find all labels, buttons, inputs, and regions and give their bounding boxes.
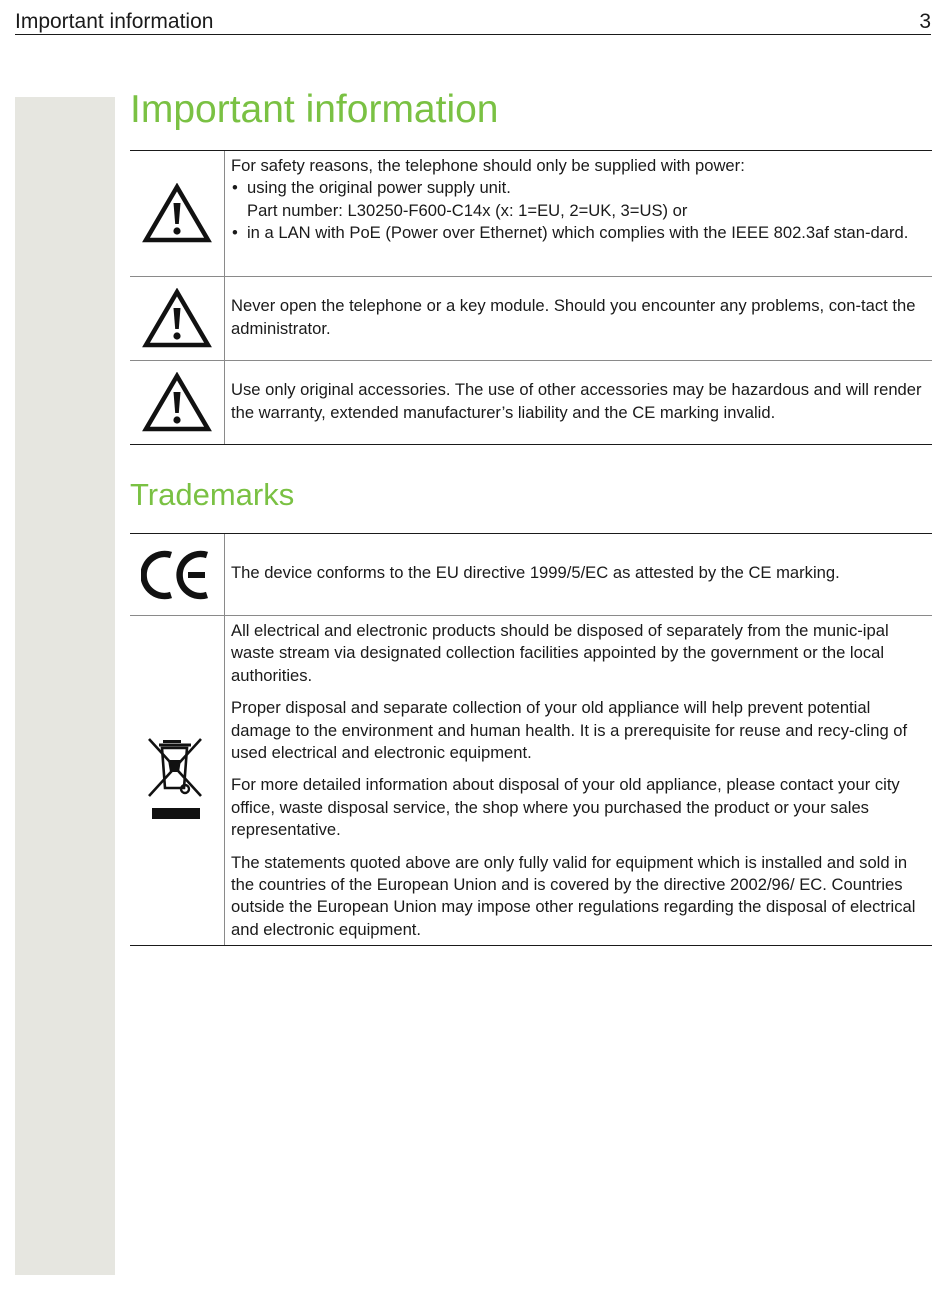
trademark-row-ce [130,534,932,616]
section-heading-trademarks: Trademarks [130,477,295,512]
section-heading-important-information: Important information [130,88,499,131]
crossed-out-wheelie-bin-icon [145,736,209,826]
safety-power-part-number: Part number: L30250-F600-C14x (x: 1=EU, 2=UK, 3=US) or [247,200,688,220]
warning-triangle-icon [142,183,212,245]
page-number: 3 [919,10,931,33]
warning-triangle-icon [142,288,212,350]
weee-paragraph: Proper disposal and separate collection of your old appliance will help prevent potential damage to the environment and human health. It is a prerequisite for reuse and recy-cling of used electrical and electronic equipment. [231,698,908,763]
ce-mark-icon [141,547,213,603]
safety-row-do-not-open [130,277,932,361]
weee-icon-cell [130,616,225,945]
weee-paragraph: The statements quoted above are only fully valid for equipment which is installed and sold in the countries of the European Union and is covered by the directive 2002/96/ EC. Countries outside the European Union may impose other regulations regarding the disposal of electrical and electronic equipment. [231,852,916,939]
running-header [15,6,931,35]
weee-text-cell [225,616,932,945]
weee-paragraph: For more detailed information about disposal of your old appliance, please contact your city office, waste disposal service, the shop where you purchased the product or your sales representative. [231,775,900,840]
safety-text-do-not-open [225,277,932,360]
safety-row-power [130,151,932,277]
trademark-row-weee [130,616,932,946]
ce-text-cell [225,534,932,615]
ce-conformity-text: The device conforms to the EU directive 1999/5/EC as attested by the CE marking. [231,563,840,583]
safety-table [130,150,932,445]
margin-sidebar [15,97,115,1275]
safety-row-accessories [130,361,932,445]
safety-do-not-open-text: Never open the telephone or a key module. Should you encounter any problems, con-tact the administrator. [231,296,916,338]
ce-icon-cell [130,534,225,615]
safety-power-bullet: • in a LAN with PoE (Power over Ethernet) which complies with the IEEE 802.3af stan-dard. [231,222,928,244]
warning-icon-cell [130,277,225,360]
weee-paragraph: All electrical and electronic products should be disposed of separately from the munic-ipal waste stream via designated collection facilities appointed by the government or the local authorities. [231,621,889,685]
warning-triangle-icon [142,372,212,434]
safety-text-power [225,151,932,276]
safety-text-accessories [225,361,932,444]
safety-power-bullet: • using the original power supply unit. [231,177,928,199]
trademarks-table [130,533,932,946]
safety-power-intro: For safety reasons, the telephone should only be supplied with power: [231,156,745,175]
safety-accessories-text: Use only original accessories. The use of other accessories may be hazardous and will render the warranty, extended manufacturer’s liability and the CE marking invalid. [231,380,922,422]
running-header-title: Important information [15,10,214,33]
warning-icon-cell [130,361,225,444]
warning-icon-cell [130,151,225,276]
